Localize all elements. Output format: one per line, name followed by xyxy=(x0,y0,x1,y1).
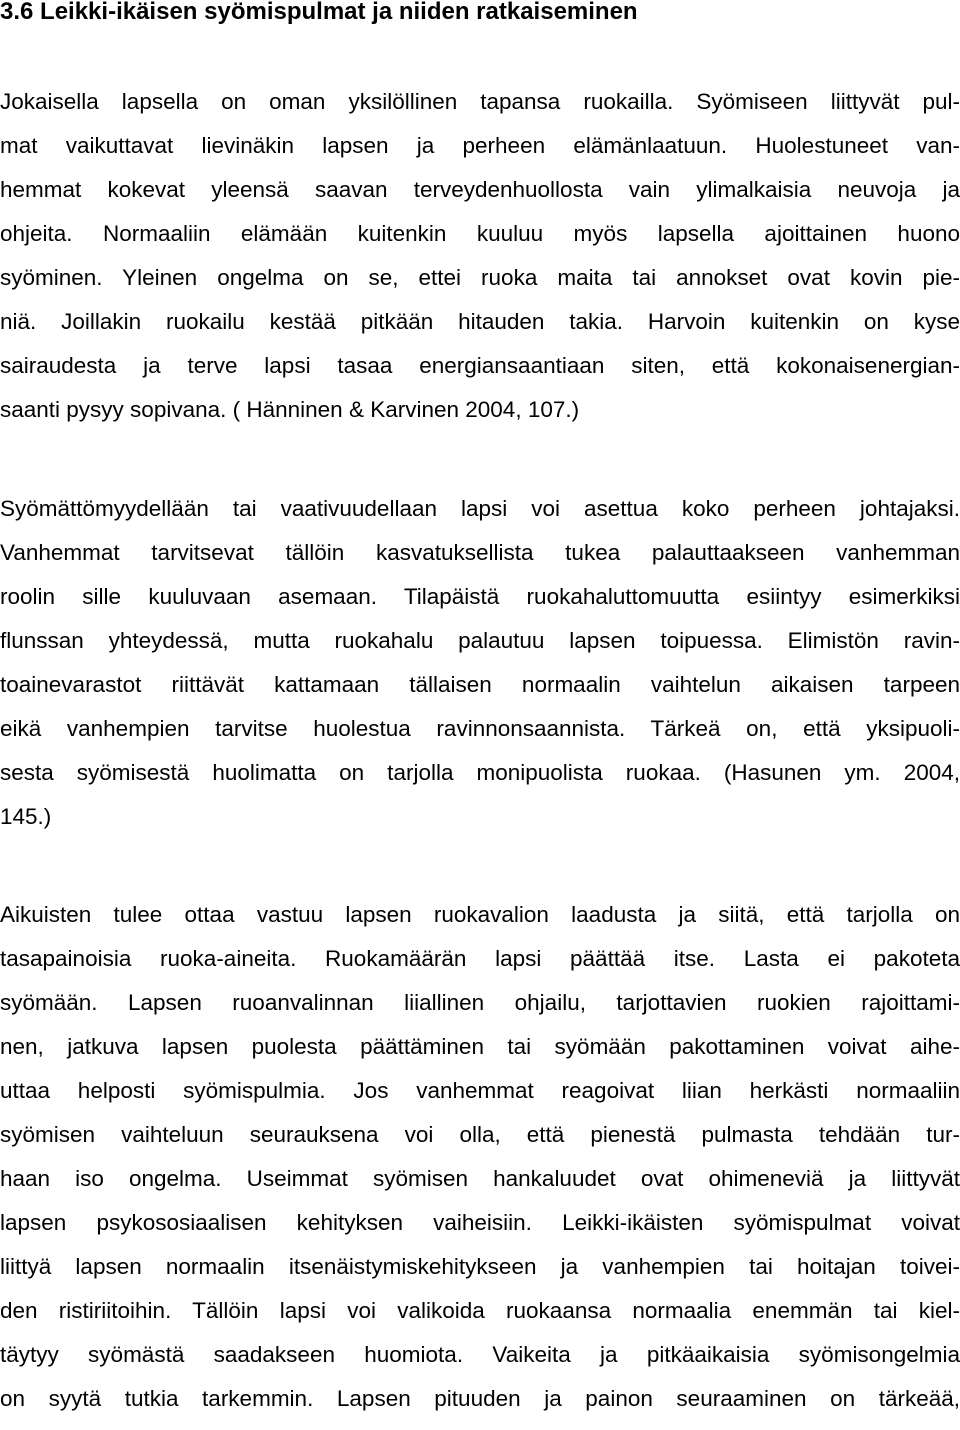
text-line: nen, jatkuva lapsen puolesta päättäminen tai syömään pakottaminen voivat aihe- xyxy=(0,1034,960,1059)
text-line: Syömättömyydellään tai vaativuudellaan lapsi voi asettua koko perheen johtajaksi. xyxy=(0,496,960,521)
text-line: syöminen. Yleinen ongelma on se, ettei ruoka maita tai annokset ovat kovin pie- xyxy=(0,265,960,290)
text-line: niä. Joillakin ruokailu kestää pitkään hitauden takia. Harvoin kuitenkin on kyse xyxy=(0,309,960,334)
text-line: haan iso ongelma. Useimmat syömisen hankaluudet ovat ohimeneviä ja liittyvät xyxy=(0,1166,960,1191)
text-line: on syytä tutkia tarkemmin. Lapsen pituuden ja painon seuraaminen on tärkeää, xyxy=(0,1386,960,1411)
text-line: 145.) xyxy=(0,804,52,829)
text-line: syömisen vaihteluun seurauksena voi olla, että pienestä pulmasta tehdään tur- xyxy=(0,1122,960,1147)
text-line: sesta syömisestä huolimatta on tarjolla monipuolista ruokaa. (Hasunen ym. 2004, xyxy=(0,760,960,785)
text-line: syömään. Lapsen ruoanvalinnan liiallinen ohjailu, tarjottavien ruokien rajoittami- xyxy=(0,990,960,1015)
text-line: toainevarastot riittävät kattamaan tällaisen normaalin vaihtelun aikaisen tarpeen xyxy=(0,672,960,697)
text-line: saanti pysyy sopivana. ( Hänninen & Karvinen 2004, 107.) xyxy=(0,397,580,422)
text-line: roolin sille kuuluvaan asemaan. Tilapäistä ruokahaluttomuutta esiintyy esimerkiksi xyxy=(0,584,960,609)
text-line: mat vaikuttavat lievinäkin lapsen ja perheen elämänlaatuun. Huolestuneet van- xyxy=(0,133,960,158)
text-line: flunssan yhteydessä, mutta ruokahalu palautuu lapsen toipuessa. Elimistön ravin- xyxy=(0,628,960,653)
paragraph-2 xyxy=(0,487,960,839)
text-line: lapsen psykososiaalisen kehityksen vaiheisiin. Leikki-ikäisten syömispulmat voivat xyxy=(0,1210,960,1235)
paragraph-3 xyxy=(0,893,960,1421)
text-line: tasapainoisia ruoka-aineita. Ruokamäärän lapsi päättää itse. Lasta ei pakoteta xyxy=(0,946,960,971)
text-line: hemmat kokevat yleensä saavan terveydenhuollosta vain ylimalkaisia neuvoja ja xyxy=(0,177,960,202)
text-line: ohjeita. Normaaliin elämään kuitenkin kuuluu myös lapsella ajoittainen huono xyxy=(0,221,960,246)
text-line: sairaudesta ja terve lapsi tasaa energiansaantiaan siten, että kokonaisenergian- xyxy=(0,353,960,378)
text-line: liittyä lapsen normaalin itsenäistymiskehitykseen ja vanhempien tai hoitajan toivei- xyxy=(0,1254,960,1279)
text-line: täytyy syömästä saadakseen huomiota. Vaikeita ja pitkäaikaisia syömisongelmia xyxy=(0,1342,960,1367)
section-heading: 3.6 Leikki-ikäisen syömispulmat ja niiden ratkaiseminen xyxy=(0,0,638,25)
text-line: Vanhemmat tarvitsevat tällöin kasvatuksellista tukea palauttaakseen vanhemman xyxy=(0,540,960,565)
text-line: Jokaisella lapsella on oman yksilöllinen tapansa ruokailla. Syömiseen liittyvät pul- xyxy=(0,89,960,114)
text-line: eikä vanhempien tarvitse huolestua ravinnonsaannista. Tärkeä on, että yksipuoli- xyxy=(0,716,960,741)
text-line: den ristiriitoihin. Tällöin lapsi voi valikoida ruokaansa normaalia enemmän tai kiel- xyxy=(0,1298,960,1323)
text-line: uttaa helposti syömispulmia. Jos vanhemmat reagoivat liian herkästi normaaliin xyxy=(0,1078,960,1103)
text-line: Aikuisten tulee ottaa vastuu lapsen ruokavalion laadusta ja siitä, että tarjolla on xyxy=(0,902,960,927)
paragraph-1 xyxy=(0,80,960,432)
